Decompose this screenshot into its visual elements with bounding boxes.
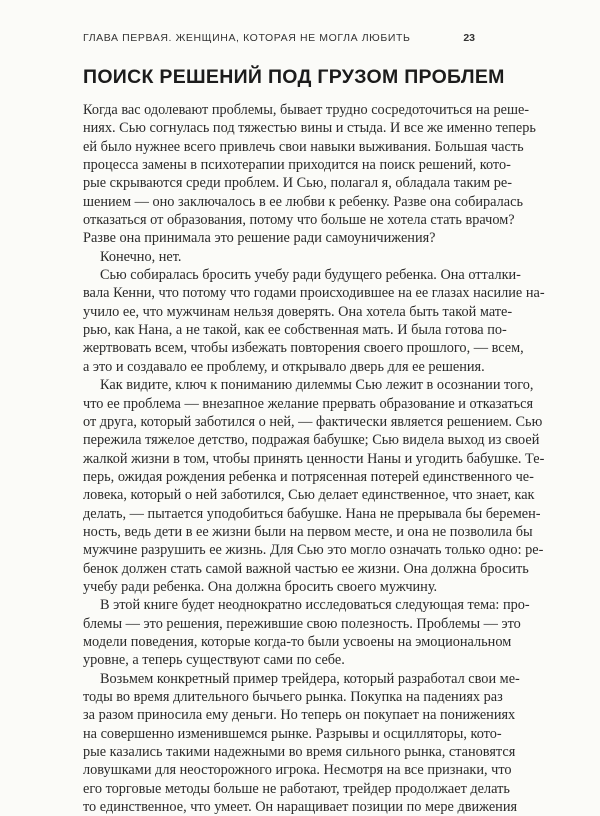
text-line: ность, ведь дети в ее жизни были на первом месте, и она не позволила бы xyxy=(83,523,533,540)
text-line: Когда вас одолевают проблемы, бывает трудно сосредоточиться на реше- xyxy=(83,102,530,118)
text-line: что ее проблема — внезапное желание прервать образование и отказаться xyxy=(83,395,534,412)
text-line: вала Кенни, что потому что годами происходившее на ее глазах насилие на- xyxy=(83,285,545,302)
body-text xyxy=(83,101,545,816)
text-line: Возьмем конкретный пример трейдера, который разработал свои ме- xyxy=(100,670,520,687)
text-line: на совершенно изменившемся рынке. Разрывы и осцилляторы, кото- xyxy=(83,725,502,742)
text-line: рые скрываются среди проблем. И Сью, полагал я, обладала таким ре- xyxy=(83,175,512,192)
text-line: жертвовать всем, чтобы избежать повторения своего прошлого, — всем, xyxy=(83,340,524,357)
text-line: уровне, а теперь существуют сами по себе. xyxy=(83,652,345,669)
text-line: учило ее, что мужчинам нельзя доверять. Она хотела быть такой мате- xyxy=(83,303,513,320)
text-line: ловушками для неосторожного игрока. Несмотря на все признаки, что xyxy=(83,762,512,779)
text-line: то единственное, что умеет. Он наращивает позиции по мере движения xyxy=(83,799,518,816)
text-line: жалкой жизни в том, чтобы принять ценности Наны и угодить бабушке. Те- xyxy=(83,450,545,467)
text-line: Как видите, ключ к пониманию дилеммы Сью лежит в осознании того, xyxy=(100,377,534,394)
text-line: модели поведения, которые когда-то были усвоены на эмоциональном xyxy=(83,633,512,650)
text-line: Конечно, нет. xyxy=(100,248,182,265)
text-line: учебу ради ребенка. Она должна бросить своего мужчину. xyxy=(83,578,438,595)
text-line: перь, ожидая рождения ребенка и потрясенная потерей единственного че- xyxy=(83,468,534,485)
text-line: ей было нужнее всего привлечь свои навыки выживания. Большая часть xyxy=(83,138,524,155)
text-line: мужчине разрушить ее жизнь. Для Сью это могло означать только одно: ре- xyxy=(83,542,544,559)
text-line: бенок должен стать самой важной частью ее жизни. Она должна бросить xyxy=(83,560,529,577)
text-line: делать, — пытается уподобиться бабушке. Нана не прерывала бы беремен- xyxy=(83,505,541,522)
page-number: 23 xyxy=(463,32,475,44)
text-line: рые казались такими надежными во время сильного рынка, становятся xyxy=(83,744,516,761)
text-line: блемы — это решения, пережившие свою полезность. Проблемы — это xyxy=(83,615,521,632)
text-line: а это и создавало ее проблему, и открывало дверь для ее решения. xyxy=(83,358,485,375)
text-line: процесса замены в психотерапии приходится на поиск решений, кото- xyxy=(83,157,511,174)
text-line: шением — оно заключалось в ее любви к ребенку. Разве она собиралась xyxy=(83,193,523,210)
chapter-running-title: ГЛАВА ПЕРВАЯ. ЖЕНЩИНА, КОТОРАЯ НЕ МОГЛА ЛЮБИТЬ xyxy=(83,32,411,44)
text-line: пережила тяжелое детство, подражая бабушке; Сью видела выход из своей xyxy=(83,432,540,449)
text-line: тоды во время длительного бычьего рынка. Покупка на падениях раз xyxy=(83,689,503,705)
text-line: за разом приносила ему деньги. Но теперь он покупает на понижениях xyxy=(83,707,516,724)
text-line: Сью собиралась бросить учебу ради будущего ребенка. Она отталки- xyxy=(100,267,521,284)
running-head xyxy=(83,32,475,48)
text-line: его торговые методы больше не работают, трейдер продолжает делать xyxy=(83,780,510,797)
text-line: Разве она принимала это решение ради самоуничижения? xyxy=(83,230,436,247)
text-line: В этой книге будет неоднократно исследоваться следующая тема: про- xyxy=(100,597,530,614)
section-heading: ПОИСК РЕШЕНИЙ ПОД ГРУЗОМ ПРОБЛЕМ xyxy=(83,66,505,88)
text-line: отказаться от образования, потому что больше не хотела стать врачом? xyxy=(83,212,515,229)
text-line: ловека, который о ней заботился, Сью делает единственное, что знает, как xyxy=(83,487,535,504)
text-line: от друга, который заботился о ней, — фактически является решением. Сью xyxy=(83,413,543,430)
text-line: рью, как Нана, а не такой, как ее собственная мать. И была готова по- xyxy=(83,322,507,339)
text-line: ниях. Сью согнулась под тяжестью вины и стыда. И все же именно теперь xyxy=(83,120,536,137)
